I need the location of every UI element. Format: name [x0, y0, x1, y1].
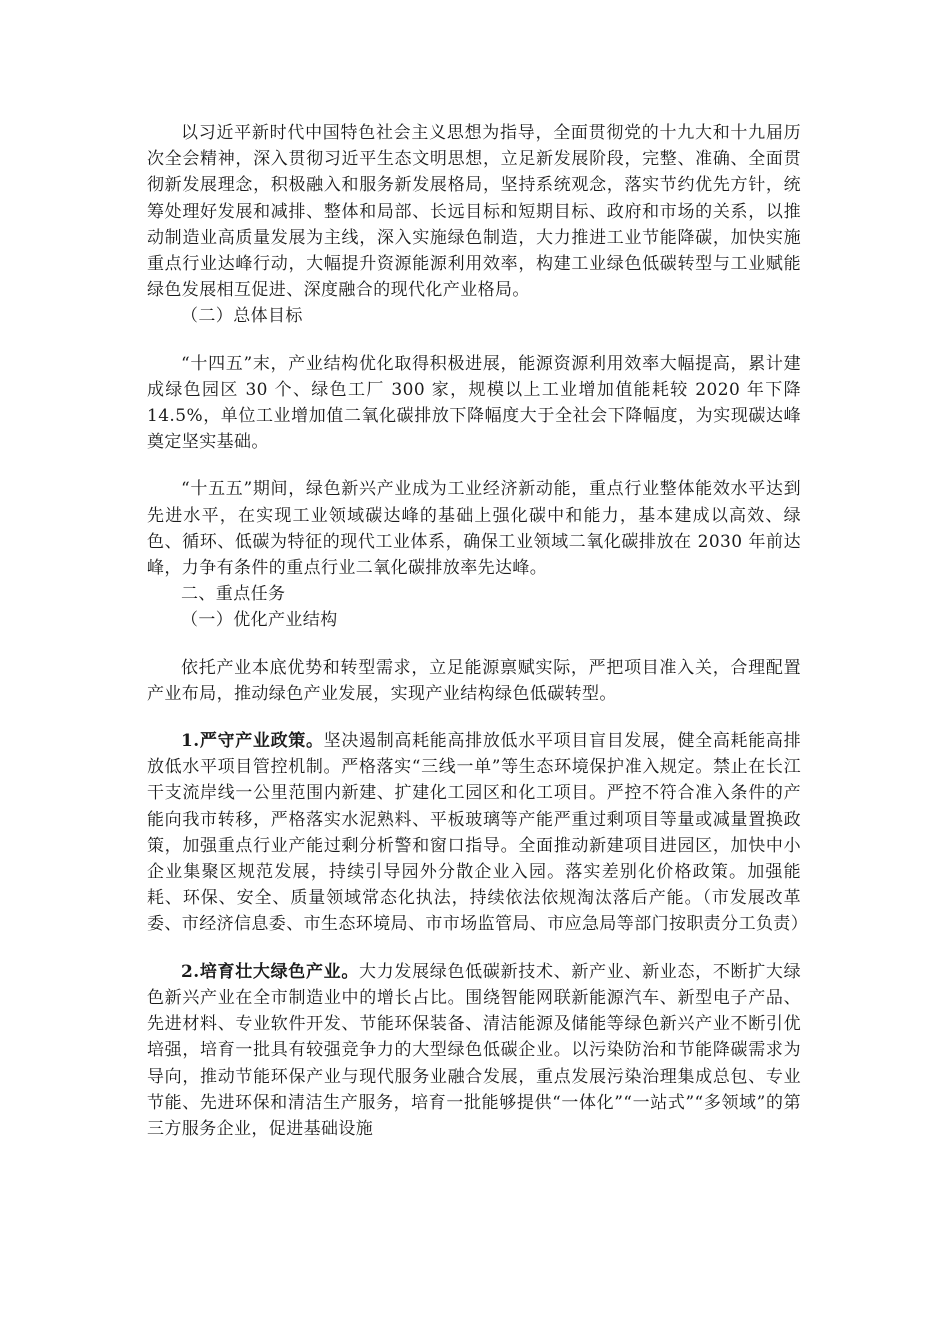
task-item-2-title: 2.培育壮大绿色产业。 — [181, 961, 360, 982]
task-item-1-title: 1.严守产业政策。 — [181, 731, 324, 752]
task-item-1 — [147, 728, 809, 938]
overall-goals-heading: （二）总体目标 — [181, 306, 303, 327]
document-page — [147, 120, 809, 1142]
optimize-structure-paragraph: 依托产业本底优势和转型需求，立足能源禀赋实际，严把项目准入关，合理配置产业布局，推动绿色产业发展，实现产业结构绿色低碳转型。 — [147, 657, 801, 704]
14th-five-year-goal-paragraph: “十四五”末，产业结构优化取得积极进展，能源资源利用效率大幅提高，累计建成绿色园区 30 个、绿色工厂 300 家，规模以上工业增加值能耗较 2020 年下降 14.5%，单位工业增加值二氧化碳排放下降幅度大于全社会下降幅度，为实现碳达峰奠定坚实基础。 — [147, 353, 801, 453]
15th-five-year-goal-paragraph: “十五五”期间，绿色新兴产业成为工业经济新动能，重点行业整体能效水平达到先进水平，在实现工业领域碳达峰的基础上强化碳中和能力，基本建成以高效、绿色、循环、低碳为特征的现代工业体系，确保工业领域二氧化碳排放在 2030 年前达峰，力争有条件的重点行业二氧化碳排放率先达峰。 — [147, 479, 801, 579]
guiding-ideology-paragraph: 以习近平新时代中国特色社会主义思想为指导，全面贯彻党的十九大和十九届历次全会精神，深入贯彻习近平生态文明思想，立足新发展阶段，完整、准确、全面贯彻新发展理念，积极融入和服务新发展格局，坚持系统观念，落实节约优先方针，统筹处理好发展和减排、整体和局部、长远目标和短期目标、政府和市场的关系，以推动制造业高质量发展为主线，深入实施绿色制造，大力推进工业节能降碳，加快实施重点行业达峰行动，大幅提升资源能源利用效率，构建工业绿色低碳转型与工业赋能绿色发展相互促进、深度融合的现代化产业格局。 — [147, 123, 801, 301]
optimize-structure-heading: （一）优化产业结构 — [181, 610, 338, 631]
task-item-1-body: 坚决遏制高耗能高排放低水平项目盲目发展，健全高耗能高排放低水平项目管控机制。严格落实“三线一单”等生态环境保护准入规定。禁止在长江干支流岸线一公里范围内新建、扩建化工园区和化工项目。严控不符合准入条件的产能向我市转移，严格落实水泥熟料、平板玻璃等产能严重过剩项目等量或减量置换政策，加强重点行业产能过剩分析警和窗口指导。全面推动新建项目进园区，加快中小企业集聚区规范发展，持续引导园外分散企业入园。落实差别化价格政策。加强能耗、环保、安全、质量领域常态化执法，持续依法依规淘汰落后产能。（市发展改革委、市经济信息委、市生态环境局、市市场监管局、市应急局等部门按职责分工负责） — [147, 731, 809, 935]
key-tasks-heading: 二、重点任务 — [181, 584, 286, 605]
task-item-2-body: 大力发展绿色低碳新技术、新产业、新业态，不断扩大绿色新兴产业在全市制造业中的增长占比。围绕智能网联新能源汽车、新型电子产品、先进材料、专业软件开发、节能环保装备、清洁能源及储能等绿色新兴产业不断引优培强，培育一批具有较强竞争力的大型绿色低碳企业。以污染防治和节能降碳需求为导向，推动节能环保产业与现代服务业融合发展，重点发展污染治理集成总包、专业节能、先进环保和清洁生产服务，培育一批能够提供“一体化”“一站式”“多领域”的第三方服务企业，促进基础设施 — [147, 961, 801, 1139]
task-item-2 — [147, 959, 801, 1142]
